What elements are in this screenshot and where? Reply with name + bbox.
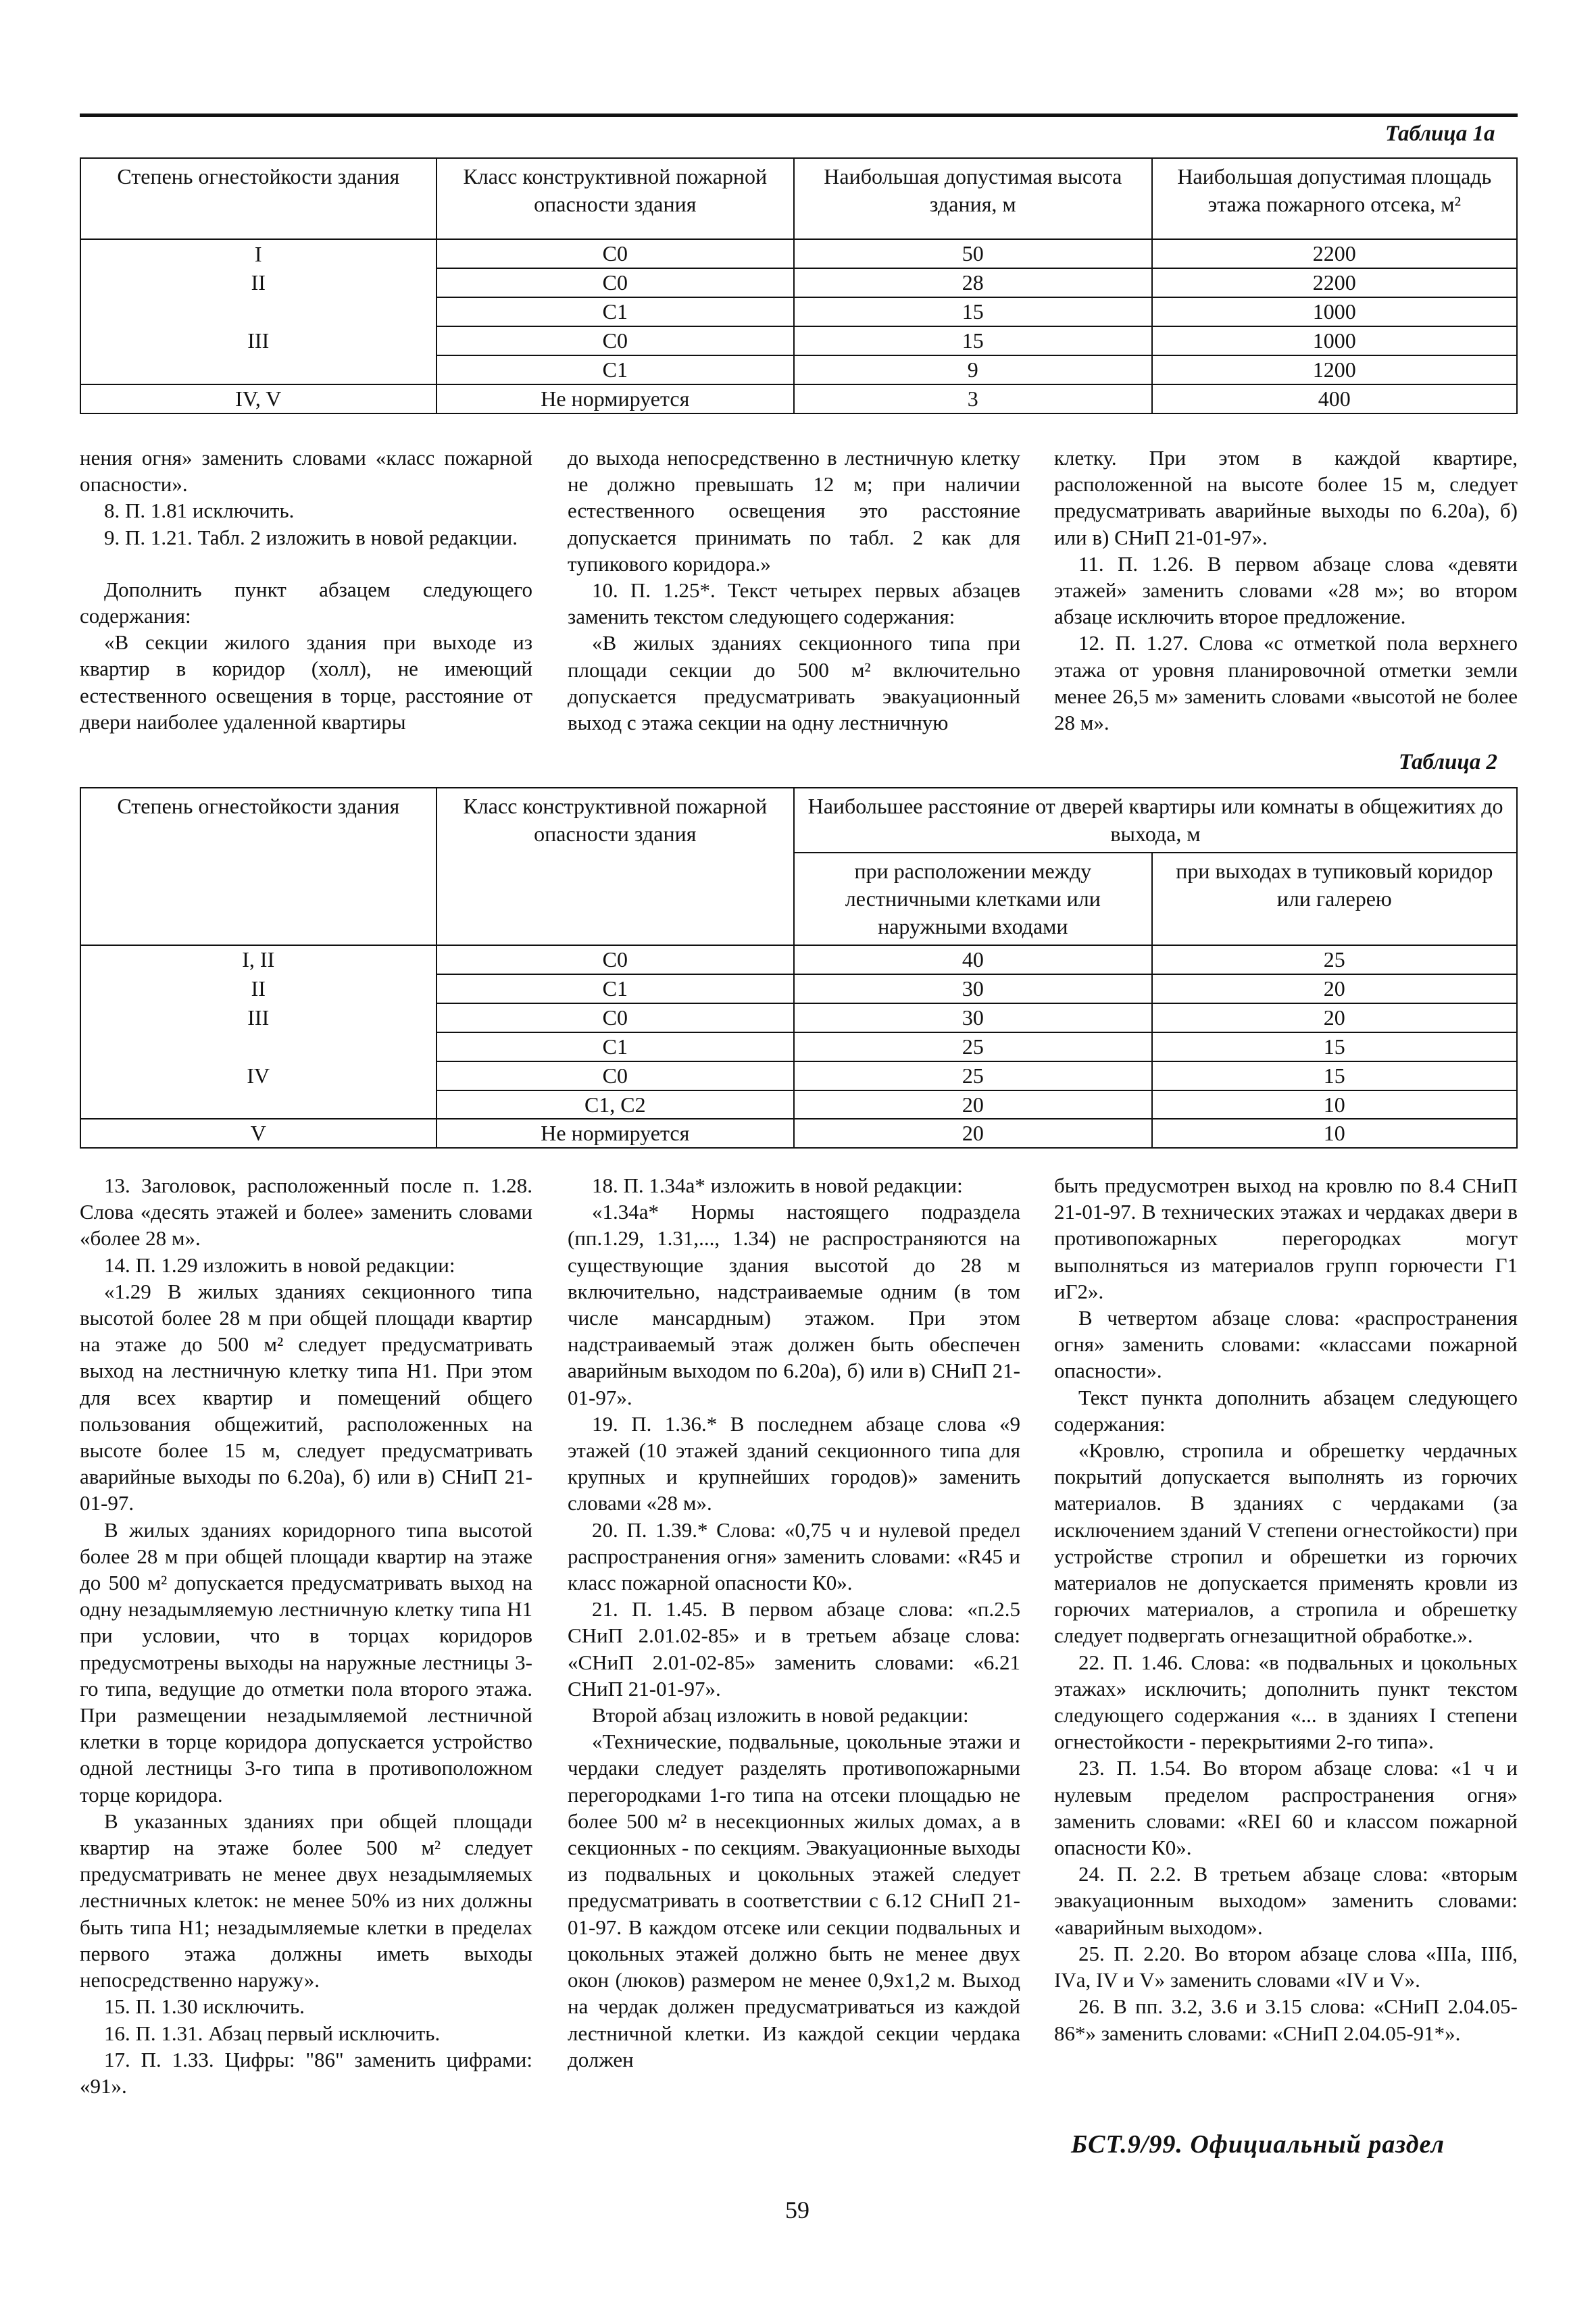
table-1a-cell: 1200 bbox=[1152, 355, 1517, 384]
table-1a-caption: Таблица 1а bbox=[1385, 122, 1495, 146]
table-1a-cell: С1 bbox=[437, 355, 795, 384]
paragraph: Дополнить пункт абзацем следующего содержания: bbox=[80, 577, 532, 628]
paragraph: «1.34а* Нормы настоящего подраздела (пп.1.29, 1.31,..., 1.34) не распространяются на существующие здания высотой до 28 м включительно, надстраиваемые одним (в том числе мансардным) этажом. При этом надстраиваемый этаж должен быть обеспечен аварийным выходом по 6.20а), б) или в) СНиП 21-01-97». bbox=[568, 1200, 1020, 1409]
table-2-cell: Не нормируется bbox=[437, 1119, 795, 1148]
paragraph: 9. П. 1.21. Табл. 2 изложить в новой редакции. bbox=[104, 525, 518, 549]
mid-column-3 bbox=[1054, 445, 1518, 736]
table-1a-cell: IV, V bbox=[80, 384, 437, 413]
table-2-cell: III bbox=[80, 1003, 437, 1032]
paragraph: 26. В пп. 3.2, 3.6 и 3.15 слова: «СНиП 2.04.05-86*» заменить словами: «СНиП 2.04.05-91*». bbox=[1054, 1994, 1518, 2045]
paragraph: 14. П. 1.29 изложить в новой редакции: bbox=[104, 1253, 455, 1277]
paragraph: «В секции жилого здания при выходе из квартир в коридор (холл), не имеющий естественного освещения в торце, расстояние от двери наиболее удаленной квартиры bbox=[80, 630, 532, 734]
table-2-cell: 30 bbox=[794, 974, 1152, 1003]
paragraph: 22. П. 1.46. Слова: «в подвальных и цокольных этажах» исключить; дополнить пункт текстом следующего содержания «... в зданиях I степени огнестойкости - перекрытиями 2-го типа». bbox=[1054, 1650, 1518, 1754]
table-2-caption: Таблица 2 bbox=[1399, 750, 1498, 774]
table-2-cell: 20 bbox=[1152, 974, 1517, 1003]
table-1a-cell bbox=[80, 355, 437, 384]
table-1a-cell: 15 bbox=[794, 326, 1151, 355]
mid-column-2 bbox=[568, 445, 1020, 736]
paragraph: «В жилых зданиях секционного типа при площади секции до 500 м² включительно допускается предусматривать эвакуационный выход с этажа секции на одну лестничную bbox=[568, 631, 1020, 735]
paragraph: 8. П. 1.81 исключить. bbox=[104, 499, 295, 523]
table-1a-header-height: Наибольшая допустимая высота здания, м bbox=[794, 158, 1151, 239]
table-2-cell: С1 bbox=[437, 1032, 795, 1061]
paragraph: 15. П. 1.30 исключить. bbox=[104, 1994, 305, 2019]
table-2-cell: V bbox=[80, 1119, 437, 1148]
table-1a-cell: С0 bbox=[437, 268, 795, 297]
table-2-cell: 10 bbox=[1152, 1090, 1517, 1120]
table-1a-cell: II bbox=[80, 268, 437, 297]
table-1a-cell: 28 bbox=[794, 268, 1151, 297]
paragraph: 20. П. 1.39.* Слова: «0,75 ч и нулевой предел распространения огня» заменить словами: «R45 и класс пожарной опасности К0». bbox=[568, 1517, 1020, 1595]
table-2-cell: IV bbox=[80, 1061, 437, 1090]
paragraph: 11. П. 1.26. В первом абзаце слова «девяти этажей» заменить словами «28 м»; во втором абзаце исключить второе предложение. bbox=[1054, 551, 1518, 629]
table-2-header-class: Класс конструктивной пожарной опасности здания bbox=[437, 788, 795, 945]
table-2-cell: 25 bbox=[1152, 945, 1517, 974]
table-1a-header-area: Наибольшая допустимая площадь этажа пожарного отсека, м² bbox=[1152, 158, 1517, 239]
paragraph: до выхода непосредственно в лестничную клетку не должно превышать 12 м; при наличии естественного освещения это расстояние допускается принимать по табл. 2 как для тупикового коридора.» bbox=[568, 446, 1020, 576]
table-1a-cell: 2200 bbox=[1152, 239, 1517, 268]
table-2-cell bbox=[80, 1032, 437, 1061]
table-2-cell: 20 bbox=[794, 1119, 1152, 1148]
table-2-header-between: при расположении между лестничными клетками или наружными входами bbox=[794, 853, 1152, 945]
top-rule bbox=[80, 114, 1518, 117]
paragraph: Второй абзац изложить в новой редакции: bbox=[592, 1703, 969, 1728]
paragraph: 24. П. 2.2. В третьем абзаце слова: «вторым эвакуационным выходом» заменить словами: «аварийным выходом». bbox=[1054, 1862, 1518, 1939]
paragraph: 12. П. 1.27. Слова «с отметкой пола верхнего этажа от уровня планировочной отметки земли менее 26,5 м» заменить словами «высотой не более 28 м». bbox=[1054, 631, 1518, 735]
mid-column-1 bbox=[80, 445, 532, 735]
table-1a-cell: 1000 bbox=[1152, 297, 1517, 326]
paragraph: 21. П. 1.45. В первом абзаце слова: «п.2.5 СНиП 2.01.02-85» и в третьем абзаце слова: «СНиП 2.01-02-85» заменить словами: «6.21 СНиП 21-01-97». bbox=[568, 1597, 1020, 1701]
bottom-column-2 bbox=[568, 1172, 1020, 2073]
paragraph: 19. П. 1.36.* В последнем абзаце слова «9 этажей (10 этажей зданий секционного типа для крупных и крупнейших городов)» заменить словами «28 м». bbox=[568, 1411, 1020, 1515]
bottom-column-1 bbox=[80, 1172, 532, 2099]
paragraph: В четвертом абзаце слова: «распространения огня» заменить словами: «классами пожарной опасности». bbox=[1054, 1306, 1518, 1383]
paragraph: нения огня» заменить словами «класс пожарной опасности». bbox=[80, 446, 532, 497]
table-2-cell: 30 bbox=[794, 1003, 1152, 1032]
paragraph: 25. П. 2.20. Во втором абзаце слова «IIIа, IIIб, IVа, IV и V» заменить словами «IV и V». bbox=[1054, 1941, 1518, 1992]
table-1a-cell: Не нормируется bbox=[437, 384, 795, 413]
paragraph: «Технические, подвальные, цокольные этажи и чердаки следует разделять противопожарными перегородками 1-го типа на отсеки площадью не более 500 м² в несекционных жилых домах, а в секционных - по секциям. Эвакуационные выходы из подвальных и цокольных этажей следует предусматривать в соответствии с 6.12 СНиП 21-01-97. В каждом отсеке или секции подвальных и цокольных этажей должно быть не менее двух окон (люков) размером не менее 0,9х1,2 м. Выход на чердак должен предусматриваться из каждой лестничной клетки. Из каждой секции чердака должен bbox=[568, 1730, 1020, 2071]
table-1a-cell: 3 bbox=[794, 384, 1151, 413]
table-1a-cell: С1 bbox=[437, 297, 795, 326]
table-1a-cell: 15 bbox=[794, 297, 1151, 326]
table-2-cell: 25 bbox=[794, 1032, 1152, 1061]
table-2-cell: I, II bbox=[80, 945, 437, 974]
paragraph: 13. Заголовок, расположенный после п. 1.28. Слова «десять этажей и более» заменить словами «более 28 м». bbox=[80, 1174, 532, 1251]
page-number: 59 bbox=[785, 2196, 809, 2223]
paragraph: В жилых зданиях коридорного типа высотой более 28 м при общей площади квартир на этаже до 500 м² допускается предусматривать выход на одну незадымляемую лестничную клетку типа Н1 при условии, что в торцах коридоров предусмотрены выходы на наружные лестницы 3-го типа, ведущие до отметки пола второго этажа. При размещении незадымляемой лестничной клетки в торце коридора допускается устройство одной лестницы 3-го типа в противоположном торце коридора. bbox=[80, 1517, 532, 1807]
table-2-cell: 20 bbox=[1152, 1003, 1517, 1032]
table-2 bbox=[80, 787, 1518, 1149]
table-2-cell: С0 bbox=[437, 1003, 795, 1032]
table-2-cell: 15 bbox=[1152, 1032, 1517, 1061]
table-2-cell: 40 bbox=[794, 945, 1152, 974]
bottom-column-3 bbox=[1054, 1172, 1518, 2046]
paragraph: быть предусмотрен выход на кровлю по 8.4 СНиП 21-01-97. В технических этажах и чердаках двери в противопожарных перегородках могут выполняться из материалов групп горючести Г1 иГ2». bbox=[1054, 1174, 1518, 1303]
paragraph: 23. П. 1.54. Во втором абзаце слова: «1 ч и нулевым пределом распространения огня» заменить словами: «REI 60 и классом пожарной опасности К0». bbox=[1054, 1756, 1518, 1860]
table-2-cell: С0 bbox=[437, 945, 795, 974]
paragraph: «Кровлю, стропила и обрешетку чердачных покрытий допускается выполнять из горючих материалов. В зданиях с чердаками (за исключением зданий V степени огнестойкости) при устройстве стропил и обрешетки из горючих материалов не допускается применять кровли из горючих материалов, а стропила и обрешетку следует подвергать огнезащитной обработке.». bbox=[1054, 1438, 1518, 1648]
table-2-header-distance: Наибольшее расстояние от дверей квартиры или комнаты в общежитиях до выхода, м bbox=[794, 788, 1517, 853]
journal-footer: БСТ.9/99. Официальный раздел bbox=[1071, 2130, 1445, 2159]
table-1a-cell: 2200 bbox=[1152, 268, 1517, 297]
table-2-cell: 15 bbox=[1152, 1061, 1517, 1090]
table-1a-cell: I bbox=[80, 239, 437, 268]
paragraph: 16. П. 1.31. Абзац первый исключить. bbox=[104, 2021, 441, 2045]
paragraph: В указанных зданиях при общей площади квартир на этаже более 500 м² следует предусматривать не менее двух незадымляемых лестничных клеток: не менее 50% из них должны быть типа Н1; незадымляемые клетки в пределах первого этажа должны иметь выходы непосредственно наружу». bbox=[80, 1809, 532, 1992]
paragraph: клетку. При этом в каждой квартире, расположенной на высоте более 15 м, следует предусматривать аварийные выходы по 6.20а), б) или в) СНиП 21-01-97». bbox=[1054, 446, 1518, 549]
table-1a-cell: 1000 bbox=[1152, 326, 1517, 355]
table-1a-cell: С0 bbox=[437, 239, 795, 268]
table-1a-cell bbox=[80, 297, 437, 326]
table-2-cell: 25 bbox=[794, 1061, 1152, 1090]
table-2-cell: С0 bbox=[437, 1061, 795, 1090]
paragraph: Текст пункта дополнить абзацем следующего содержания: bbox=[1054, 1385, 1518, 1436]
table-2-header-degree: Степень огнестойкости здания bbox=[80, 788, 437, 945]
table-1a-cell: 400 bbox=[1152, 384, 1517, 413]
table-1a-cell: 9 bbox=[794, 355, 1151, 384]
table-1a bbox=[80, 157, 1518, 414]
paragraph: «1.29 В жилых зданиях секционного типа высотой более 28 м при общей площади квартир на этаже до 500 м² следует предусматривать выход на лестничную клетку типа Н1. При этом для всех квартир и помещений общего пользования общежитий, расположенных на высоте более 15 м, следует предусматривать аварийные выходы по 6.20а), б) или в) СНиП 21-01-97. bbox=[80, 1279, 532, 1515]
table-2-header-deadend: при выходах в тупиковый коридор или галерею bbox=[1152, 853, 1517, 945]
table-1a-header-class: Класс конструктивной пожарной опасности здания bbox=[437, 158, 795, 239]
paragraph: 10. П. 1.25*. Текст четырех первых абзацев заменить текстом следующего содержания: bbox=[568, 578, 1020, 629]
table-2-cell: 20 bbox=[794, 1090, 1152, 1120]
table-1a-cell: III bbox=[80, 326, 437, 355]
table-2-cell: С1, С2 bbox=[437, 1090, 795, 1120]
table-1a-cell: С0 bbox=[437, 326, 795, 355]
table-2-cell bbox=[80, 1090, 437, 1120]
paragraph: 18. П. 1.34а* изложить в новой редакции: bbox=[592, 1174, 963, 1197]
paragraph: 17. П. 1.33. Цифры: "86" заменить цифрами: «91». bbox=[80, 2047, 532, 2098]
table-1a-cell: 50 bbox=[794, 239, 1151, 268]
table-2-cell: 10 bbox=[1152, 1119, 1517, 1148]
table-2-cell: С1 bbox=[437, 974, 795, 1003]
table-2-cell: II bbox=[80, 974, 437, 1003]
table-1a-header-degree: Степень огнестойкости здания bbox=[80, 158, 437, 239]
